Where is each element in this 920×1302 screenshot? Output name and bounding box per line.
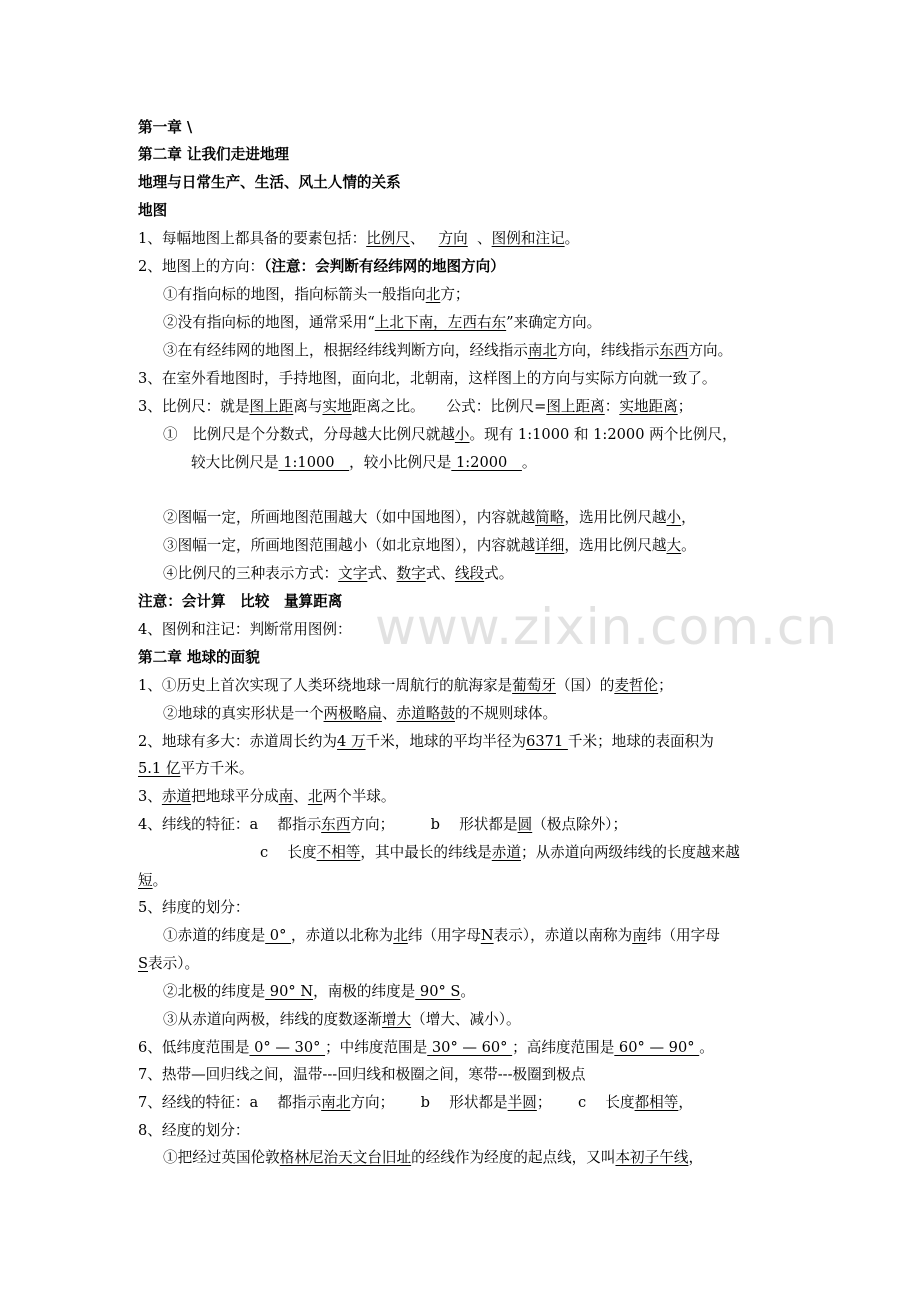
earth-e8-1: ①把经过英国伦敦格林尼治天文台旧址的经线作为经度的起点线，又叫本初子午线， [163,1149,704,1166]
earth-e8: 8、经度的划分： [138,1122,250,1139]
note-heading: 注意：会计算 比较 量算距离 [138,593,343,610]
map-q2-2: ②没有指向标的地图，通常采用“上北下南，左西右东”来确定方向。 [163,314,602,331]
map-q4: 4、图例和注记：判断常用图例： [138,621,352,638]
chapter-2-heading: 第二章 让我们走进地理 [138,146,290,163]
earth-e4b: c 长度不相等，其中最长的纬线是赤道；从赤道向两级纬线的长度越来越 [260,844,740,861]
earth-e4c: 短。 [138,872,168,889]
map-heading: 地图 [138,202,168,219]
topic-heading: 地理与日常生产、生活、风土人情的关系 [138,174,401,191]
earth-e7b: 7、经线的特征：a 都指示南北方向； b 形状都是半圆； c 长度都相等， [138,1094,693,1111]
map-q3-2: ②图幅一定，所画地图范围越大（如中国地图），内容就越简略，选用比例尺越小， [163,509,696,526]
map-q2: 2、地图上的方向：（注意：会判断有经纬网的地图方向） [138,258,505,275]
earth-e7: 7、热带—回归线之间，温带---回归线和极圈之间，寒带---极圈到极点 [138,1066,586,1083]
earth-e5: 5、纬度的划分： [138,899,250,916]
watermark: www.zixin.com.cn [375,598,839,656]
map-q3b: 3、比例尺：就是图上距离与实地距离之比。 公式：比例尺=图上距离：实地距离； [138,398,693,415]
map-q2-1: ①有指向标的地图，指向标箭头一般指向北方； [163,286,470,303]
map-q3-1b: 较大比例尺是 1:1000 ，较小比例尺是 1:2000 。 [191,454,537,471]
earth-e5-1b: S表示）。 [138,955,200,972]
earth-e1: 1、①历史上首次实现了人类环绕地球一周航行的航海家是葡萄牙（国）的麦哲伦； [138,677,673,694]
earth-e1b: ②地球的真实形状是一个两极略扁、赤道略鼓的不规则球体。 [163,705,558,722]
earth-e5-2: ②北极的纬度是 90° N，南极的纬度是 90° S。 [163,983,476,1000]
map-q2-3: ③在有经纬网的地图上，根据经纬线判断方向，经线指示南北方向，纬线指示东西方向。 [163,342,733,359]
earth-e6: 6、低纬度范围是 0° — 30° ；中纬度范围是 30° — 60° ；高纬度范围是 60° — 90° 。 [138,1039,714,1056]
map-q3-1: ① 比例尺是个分数式，分母越大比例尺就越小。现有 1:1000 和 1:2000 两个比例尺， [163,426,737,443]
earth-e4: 4、纬线的特征：a 都指示东西方向； b 形状都是圆（极点除外）； [138,816,628,833]
earth-e5-1: ①赤道的纬度是 0° ，赤道以北称为北纬（用字母N表示），赤道以南称为南纬（用字母 [163,927,720,944]
chapter-1-heading: 第一章 \ [138,119,193,136]
earth-e2: 2、地球有多大：赤道周长约为4 万千米，地球的平均半径为6371 千米；地球的表面积为 [138,733,714,750]
map-q1: 1、每幅地图上都具备的要素包括：比例尺、 方向 、图例和注记。 [138,230,580,247]
chapter-2b-heading: 第二章 地球的面貌 [138,649,260,666]
map-q3-3: ③图幅一定，所画地图范围越小（如北京地图），内容就越详细，选用比例尺越大。 [163,537,696,554]
earth-e2b: 5.1 亿平方千米。 [138,760,254,777]
map-q3a: 3、在室外看地图时，手持地图，面向北，北朝南，这样图上的方向与实际方向就一致了。 [138,370,717,387]
map-q3-4: ④比例尺的三种表示方式：文字式、数字式、线段式。 [163,565,514,582]
earth-e5-3: ③从赤道向两极，纬线的度数逐渐增大（增大、减小）。 [163,1011,521,1028]
earth-e3: 3、赤道把地球平分成南、北两个半球。 [138,788,396,805]
